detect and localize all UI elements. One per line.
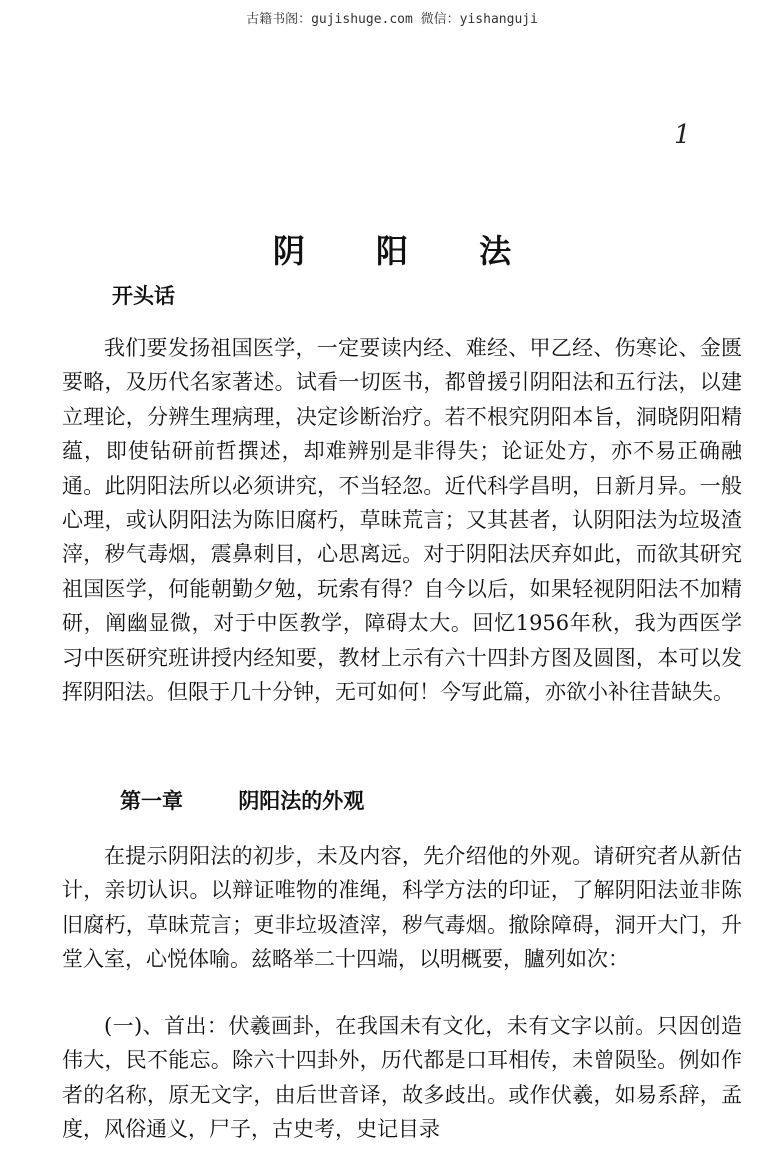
source-watermark: 古籍书阁：gujishuge.com 微信：yishanguji [246,12,538,27]
intro-paragraph: 我们要发扬祖国医学，一定要读内经、难经、甲乙经、伤寒论、金匮要略，及历代名家著述。试看一切医书，都曾援引阴阳法和五行法，以建立理论，分辨生理病理，决定诊断治疗。若不根究阴阳本旨，洞晓阴阳精蕴，即使钻研前哲撰述，却难辨别是非得失；论证处方，亦不易正确融通。此阴阳法所以必须讲究，不当轻忽。近代科学昌明，日新月异。一般心理，或认阴阳法为陈旧腐朽，草昧荒言；又其甚者，认阴阳法为垃圾渣滓，秽气毒烟，震鼻刺目，心思离远。对于阴阳法厌弃如此，而欲其研究祖国医学，何能朝勤夕勉，玩索有得？自今以后，如果轻视阴阳法不加精研，阐幽显微，对于中医教学，障碍太大。回忆1956年秋，我为西医学习中医研究班讲授内经知要，教材上示有六十四卦方图及圆图，本可以发挥阴阳法。但限于几十分钟，无可如何！今写此篇，亦欲小补往昔缺失。 [62,336,742,705]
intro-heading: 开头话 [112,283,175,308]
page-number: 1 [674,120,691,150]
chapter-paragraph: 在提示阴阳法的初步，未及内容，先介绍他的外观。请研究者从新估计，亲切认识。以辩证唯物的准绳，科学方法的印证，了解阴阳法並非陈旧腐朽，草昧荒言；更非垃圾渣滓，秽气毒烟。撤除障碍，洞开大门，升堂入室，心悦体喻。兹略举二十四端，以明概要，臚列如次： [62,844,742,972]
chapter-title: 阴阳法的外观 [238,788,365,813]
page-title: 阴 阳 法 [272,232,542,271]
chapter-label: 第一章 [120,788,183,813]
chapter-item-1: (一)、首出：伏羲画卦，在我国未有文化，未有文字以前。只因创造伟大，民不能忘。除六十四卦外，历代都是口耳相传，未曾陨坠。例如作者的名称，原无文字，由后世音译，故多歧出。或作伏羲，如易系辞，孟度，风俗通义，尸子，古史考，史记目录 [62,1014,742,1142]
chapter-heading [120,785,364,815]
